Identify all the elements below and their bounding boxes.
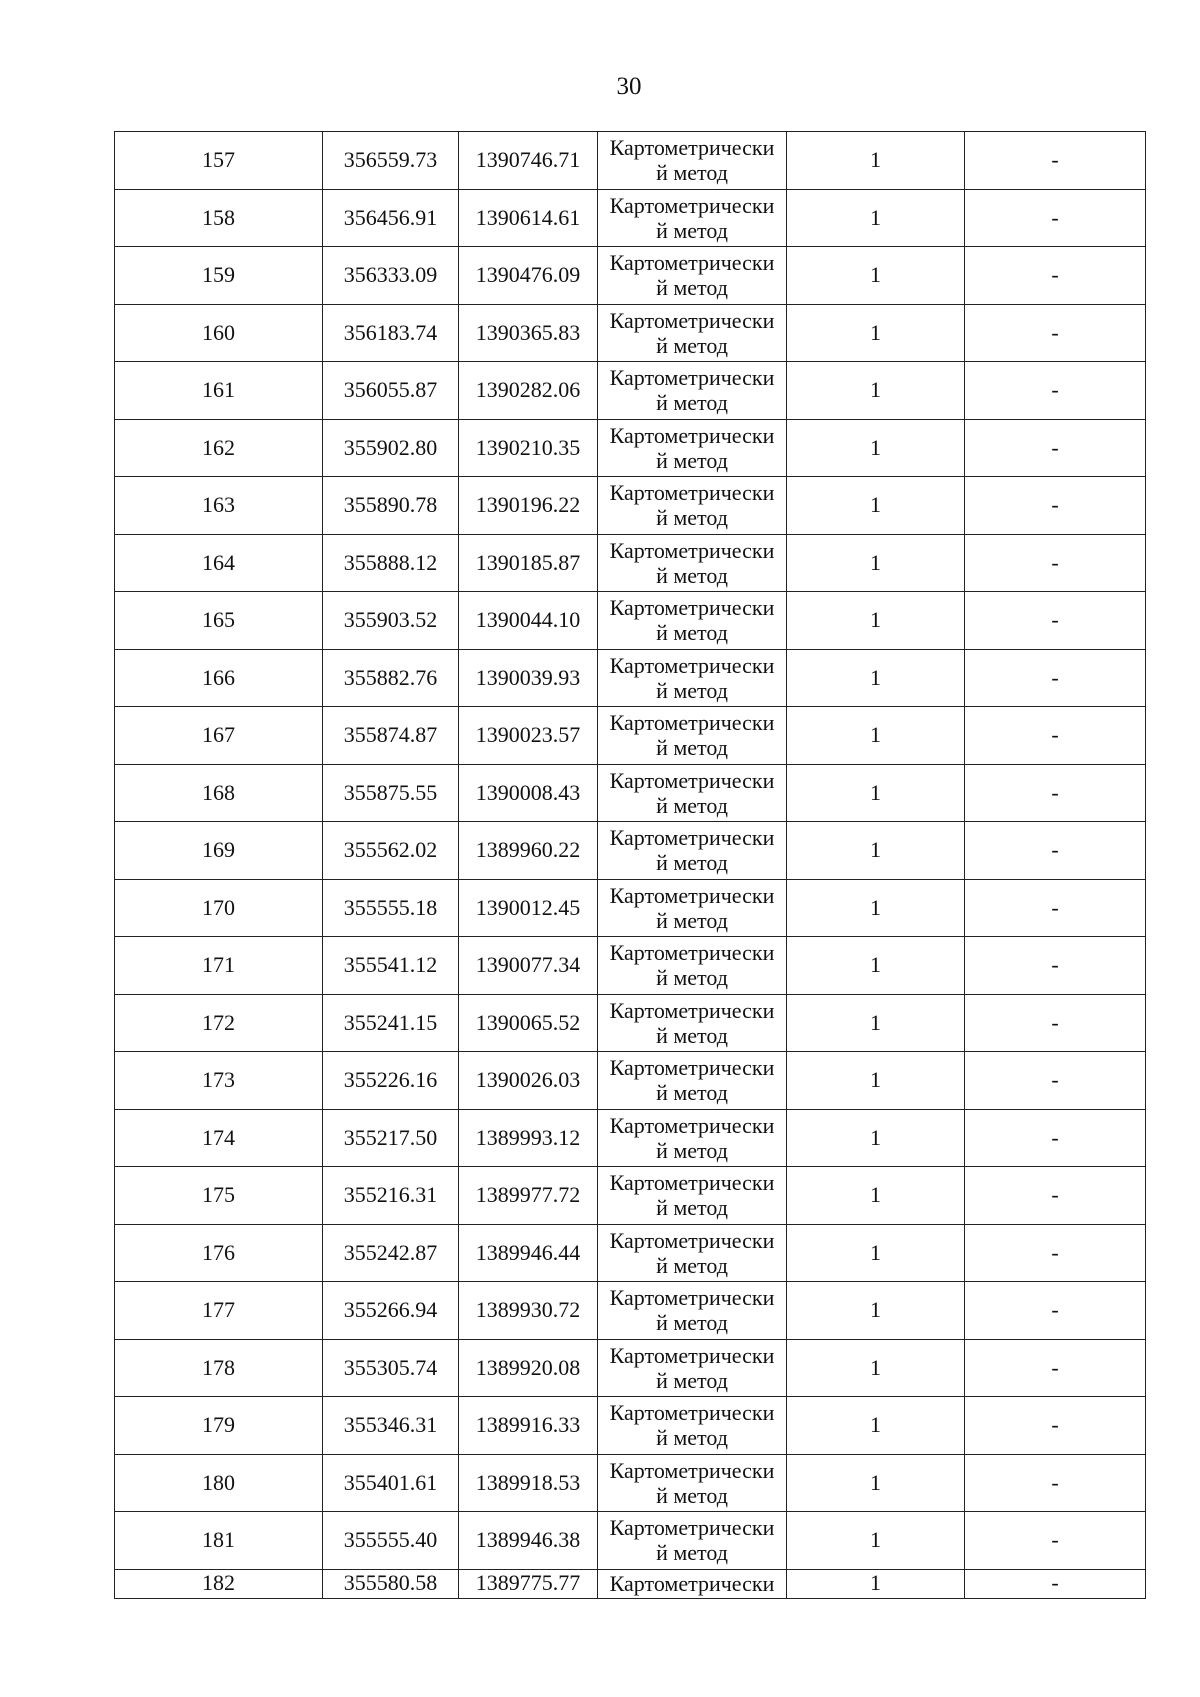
point-number-cell: 174: [115, 1109, 323, 1167]
x-coordinate-cell: 355242.87: [323, 1224, 459, 1282]
accuracy-cell: 1: [787, 1052, 965, 1110]
method-text-line2: й метод: [656, 965, 728, 991]
method-text-line1: Картометрически: [609, 1170, 775, 1196]
note-cell: -: [965, 879, 1146, 937]
method-cell: [598, 764, 787, 822]
note-cell: -: [965, 419, 1146, 477]
method-text-line1: Картометрически: [609, 652, 775, 678]
accuracy-cell: 1: [787, 649, 965, 707]
method-text-line1: Картометрически: [609, 1400, 775, 1426]
method-text-line2: й метод: [656, 562, 728, 588]
note-cell: -: [965, 1397, 1146, 1455]
note-cell: -: [965, 1167, 1146, 1225]
table-row: [115, 1167, 1146, 1225]
method-text-line1: Картометрически: [609, 767, 775, 793]
method-text-line2: й метод: [656, 505, 728, 531]
method-text-line1: Картометрически: [609, 710, 775, 736]
method-text-line2: й метод: [656, 1137, 728, 1163]
table-row: [115, 1397, 1146, 1455]
accuracy-cell: 1: [787, 247, 965, 305]
method-text-line1: Картометрически: [609, 537, 775, 563]
accuracy-cell: 1: [787, 477, 965, 535]
y-coordinate-cell: 1390746.71: [459, 132, 598, 190]
table-row: [115, 534, 1146, 592]
table-row: [115, 592, 1146, 650]
point-number-cell: 158: [115, 189, 323, 247]
x-coordinate-cell: 355875.55: [323, 764, 459, 822]
y-coordinate-cell: 1390476.09: [459, 247, 598, 305]
note-cell: -: [965, 592, 1146, 650]
accuracy-cell: 1: [787, 304, 965, 362]
accuracy-cell: 1: [787, 189, 965, 247]
accuracy-cell: 1: [787, 592, 965, 650]
note-cell: -: [965, 1109, 1146, 1167]
note-cell: -: [965, 1512, 1146, 1570]
method-cell: [598, 1512, 787, 1570]
accuracy-cell: 1: [787, 1397, 965, 1455]
accuracy-cell: 1: [787, 132, 965, 190]
point-number-cell: 162: [115, 419, 323, 477]
x-coordinate-cell: 355346.31: [323, 1397, 459, 1455]
method-text-line1: Картометрически: [609, 1285, 775, 1311]
y-coordinate-cell: 1390065.52: [459, 994, 598, 1052]
method-text-line1: Картометрически: [609, 135, 775, 161]
method-text-line1: Картометрически: [609, 1055, 775, 1081]
table-row: [115, 189, 1146, 247]
x-coordinate-cell: 355562.02: [323, 822, 459, 880]
method-text-line1: Картометрически: [609, 192, 775, 218]
point-number-cell: 165: [115, 592, 323, 650]
point-number-cell: 182: [115, 1569, 323, 1598]
x-coordinate-cell: 355541.12: [323, 937, 459, 995]
method-cell: [598, 304, 787, 362]
note-cell: -: [965, 707, 1146, 765]
table-row: [115, 764, 1146, 822]
x-coordinate-cell: 355216.31: [323, 1167, 459, 1225]
note-cell: -: [965, 1224, 1146, 1282]
x-coordinate-cell: 356559.73: [323, 132, 459, 190]
coordinates-table-body: [115, 132, 1146, 1599]
method-cell: [598, 1282, 787, 1340]
note-cell: -: [965, 1282, 1146, 1340]
accuracy-cell: 1: [787, 1109, 965, 1167]
note-cell: -: [965, 764, 1146, 822]
y-coordinate-cell: 1390077.34: [459, 937, 598, 995]
method-text-line2: й метод: [656, 1482, 728, 1508]
method-cell: [598, 189, 787, 247]
method-text-line2: й метод: [656, 735, 728, 761]
point-number-cell: 161: [115, 362, 323, 420]
method-text-line1: Картометрически: [609, 1457, 775, 1483]
coordinates-table: [114, 131, 1146, 1599]
y-coordinate-cell: 1390210.35: [459, 419, 598, 477]
x-coordinate-cell: 355580.58: [323, 1569, 459, 1598]
accuracy-cell: 1: [787, 1339, 965, 1397]
point-number-cell: 166: [115, 649, 323, 707]
x-coordinate-cell: 355874.87: [323, 707, 459, 765]
method-cell: [598, 1339, 787, 1397]
note-cell: -: [965, 362, 1146, 420]
table-row: [115, 477, 1146, 535]
method-text-line1: Картометрически: [609, 1112, 775, 1138]
y-coordinate-cell: 1390026.03: [459, 1052, 598, 1110]
point-number-cell: 178: [115, 1339, 323, 1397]
note-cell: -: [965, 1569, 1146, 1598]
y-coordinate-cell: 1389775.77: [459, 1569, 598, 1598]
method-cell: [598, 477, 787, 535]
point-number-cell: 176: [115, 1224, 323, 1282]
method-text-line2: й метод: [656, 1022, 728, 1048]
method-text-line1: Картометрически: [609, 1570, 775, 1596]
x-coordinate-cell: 355555.18: [323, 879, 459, 937]
y-coordinate-cell: 1389930.72: [459, 1282, 598, 1340]
point-number-cell: 163: [115, 477, 323, 535]
y-coordinate-cell: 1390012.45: [459, 879, 598, 937]
accuracy-cell: 1: [787, 1224, 965, 1282]
x-coordinate-cell: 355241.15: [323, 994, 459, 1052]
y-coordinate-cell: 1390039.93: [459, 649, 598, 707]
y-coordinate-cell: 1389918.53: [459, 1454, 598, 1512]
page-number: 30: [616, 73, 642, 100]
method-text-line2: й метод: [656, 447, 728, 473]
table-row: [115, 822, 1146, 880]
table-row: [115, 649, 1146, 707]
y-coordinate-cell: 1389920.08: [459, 1339, 598, 1397]
accuracy-cell: 1: [787, 534, 965, 592]
method-text-line1: Картометрически: [609, 825, 775, 851]
method-cell: [598, 592, 787, 650]
table-row: [115, 1454, 1146, 1512]
method-text-line2: й метод: [656, 620, 728, 646]
note-cell: -: [965, 649, 1146, 707]
y-coordinate-cell: 1390185.87: [459, 534, 598, 592]
note-cell: -: [965, 477, 1146, 535]
point-number-cell: 173: [115, 1052, 323, 1110]
method-cell: [598, 822, 787, 880]
accuracy-cell: 1: [787, 1569, 965, 1598]
method-cell: [598, 419, 787, 477]
method-text-line2: й метод: [656, 907, 728, 933]
point-number-cell: 164: [115, 534, 323, 592]
point-number-cell: 159: [115, 247, 323, 305]
method-text-line1: Картометрически: [609, 250, 775, 276]
method-text-line2: й метод: [656, 1195, 728, 1221]
y-coordinate-cell: 1390365.83: [459, 304, 598, 362]
table-row: [115, 419, 1146, 477]
x-coordinate-cell: 355555.40: [323, 1512, 459, 1570]
point-number-cell: 179: [115, 1397, 323, 1455]
point-number-cell: 181: [115, 1512, 323, 1570]
table-row: [115, 1052, 1146, 1110]
accuracy-cell: 1: [787, 1282, 965, 1340]
table-row: [115, 1109, 1146, 1167]
y-coordinate-cell: 1389977.72: [459, 1167, 598, 1225]
x-coordinate-cell: 355401.61: [323, 1454, 459, 1512]
method-text-line1: Картометрически: [609, 882, 775, 908]
method-cell: [598, 707, 787, 765]
method-cell: [598, 1224, 787, 1282]
x-coordinate-cell: 356183.74: [323, 304, 459, 362]
x-coordinate-cell: 355882.76: [323, 649, 459, 707]
table-row: [115, 1339, 1146, 1397]
y-coordinate-cell: 1389916.33: [459, 1397, 598, 1455]
method-text-line2: й метод: [656, 217, 728, 243]
x-coordinate-cell: 355226.16: [323, 1052, 459, 1110]
method-text-line2: й метод: [656, 677, 728, 703]
method-cell: [598, 937, 787, 995]
method-text-line1: Картометрически: [609, 307, 775, 333]
note-cell: -: [965, 189, 1146, 247]
point-number-cell: 171: [115, 937, 323, 995]
table-row: [115, 707, 1146, 765]
method-text-line1: Картометрически: [609, 940, 775, 966]
method-cell: [598, 649, 787, 707]
x-coordinate-cell: 355217.50: [323, 1109, 459, 1167]
method-text-line1: Картометрически: [609, 480, 775, 506]
method-cell: [598, 534, 787, 592]
accuracy-cell: 1: [787, 764, 965, 822]
table-row: [115, 1282, 1146, 1340]
method-text-line2: й метод: [656, 275, 728, 301]
table-row: [115, 132, 1146, 190]
table-row: [115, 1569, 1146, 1598]
method-text-line1: Картометрически: [609, 997, 775, 1023]
y-coordinate-cell: 1389946.44: [459, 1224, 598, 1282]
accuracy-cell: 1: [787, 419, 965, 477]
method-cell: [598, 1569, 787, 1598]
x-coordinate-cell: 356456.91: [323, 189, 459, 247]
method-cell: [598, 1454, 787, 1512]
note-cell: -: [965, 132, 1146, 190]
table-row: [115, 362, 1146, 420]
y-coordinate-cell: 1389993.12: [459, 1109, 598, 1167]
note-cell: -: [965, 822, 1146, 880]
method-text-line2: й метод: [656, 1252, 728, 1278]
method-text-line2: й метод: [656, 332, 728, 358]
method-cell: [598, 994, 787, 1052]
method-text-line2: й метод: [656, 160, 728, 186]
y-coordinate-cell: 1390614.61: [459, 189, 598, 247]
accuracy-cell: 1: [787, 822, 965, 880]
method-cell: [598, 1109, 787, 1167]
method-cell: [598, 1052, 787, 1110]
method-cell: [598, 879, 787, 937]
point-number-cell: 172: [115, 994, 323, 1052]
table-row: [115, 1224, 1146, 1282]
y-coordinate-cell: 1389960.22: [459, 822, 598, 880]
point-number-cell: 160: [115, 304, 323, 362]
method-text-line1: Картометрически: [609, 1227, 775, 1253]
accuracy-cell: 1: [787, 1454, 965, 1512]
y-coordinate-cell: 1390196.22: [459, 477, 598, 535]
x-coordinate-cell: 355890.78: [323, 477, 459, 535]
note-cell: -: [965, 1454, 1146, 1512]
method-text-line2: й метод: [656, 1080, 728, 1106]
method-text-line1: Картометрически: [609, 422, 775, 448]
accuracy-cell: 1: [787, 994, 965, 1052]
method-text-line1: Картометрически: [609, 595, 775, 621]
table-row: [115, 937, 1146, 995]
method-text-line2: й метод: [656, 1540, 728, 1566]
method-text-line2: й метод: [656, 390, 728, 416]
point-number-cell: 170: [115, 879, 323, 937]
method-text-line2: й метод: [656, 850, 728, 876]
table-row: [115, 994, 1146, 1052]
accuracy-cell: 1: [787, 1512, 965, 1570]
method-cell: [598, 247, 787, 305]
note-cell: -: [965, 304, 1146, 362]
y-coordinate-cell: 1390008.43: [459, 764, 598, 822]
x-coordinate-cell: 355902.80: [323, 419, 459, 477]
x-coordinate-cell: 355305.74: [323, 1339, 459, 1397]
point-number-cell: 175: [115, 1167, 323, 1225]
point-number-cell: 180: [115, 1454, 323, 1512]
method-text-line2: й метод: [656, 792, 728, 818]
y-coordinate-cell: 1389946.38: [459, 1512, 598, 1570]
note-cell: -: [965, 534, 1146, 592]
table-row: [115, 304, 1146, 362]
point-number-cell: 167: [115, 707, 323, 765]
y-coordinate-cell: 1390044.10: [459, 592, 598, 650]
y-coordinate-cell: 1390023.57: [459, 707, 598, 765]
note-cell: -: [965, 247, 1146, 305]
x-coordinate-cell: 356333.09: [323, 247, 459, 305]
accuracy-cell: 1: [787, 362, 965, 420]
y-coordinate-cell: 1390282.06: [459, 362, 598, 420]
point-number-cell: 177: [115, 1282, 323, 1340]
table-row: [115, 879, 1146, 937]
table-row: [115, 247, 1146, 305]
x-coordinate-cell: 355888.12: [323, 534, 459, 592]
method-cell: [598, 1397, 787, 1455]
method-text-line1: Картометрически: [609, 1515, 775, 1541]
point-number-cell: 169: [115, 822, 323, 880]
point-number-cell: 157: [115, 132, 323, 190]
note-cell: -: [965, 937, 1146, 995]
table-row: [115, 1512, 1146, 1570]
note-cell: -: [965, 1339, 1146, 1397]
accuracy-cell: 1: [787, 937, 965, 995]
method-cell: [598, 132, 787, 190]
method-cell: [598, 362, 787, 420]
method-text-line2: й метод: [656, 1367, 728, 1393]
method-text-line2: й метод: [656, 1425, 728, 1451]
note-cell: -: [965, 1052, 1146, 1110]
accuracy-cell: 1: [787, 707, 965, 765]
method-cell: [598, 1167, 787, 1225]
method-text-line1: Картометрически: [609, 1342, 775, 1368]
x-coordinate-cell: 355266.94: [323, 1282, 459, 1340]
accuracy-cell: 1: [787, 879, 965, 937]
method-text-line1: Картометрически: [609, 365, 775, 391]
point-number-cell: 168: [115, 764, 323, 822]
note-cell: -: [965, 994, 1146, 1052]
x-coordinate-cell: 356055.87: [323, 362, 459, 420]
accuracy-cell: 1: [787, 1167, 965, 1225]
method-text-line2: й метод: [656, 1310, 728, 1336]
x-coordinate-cell: 355903.52: [323, 592, 459, 650]
